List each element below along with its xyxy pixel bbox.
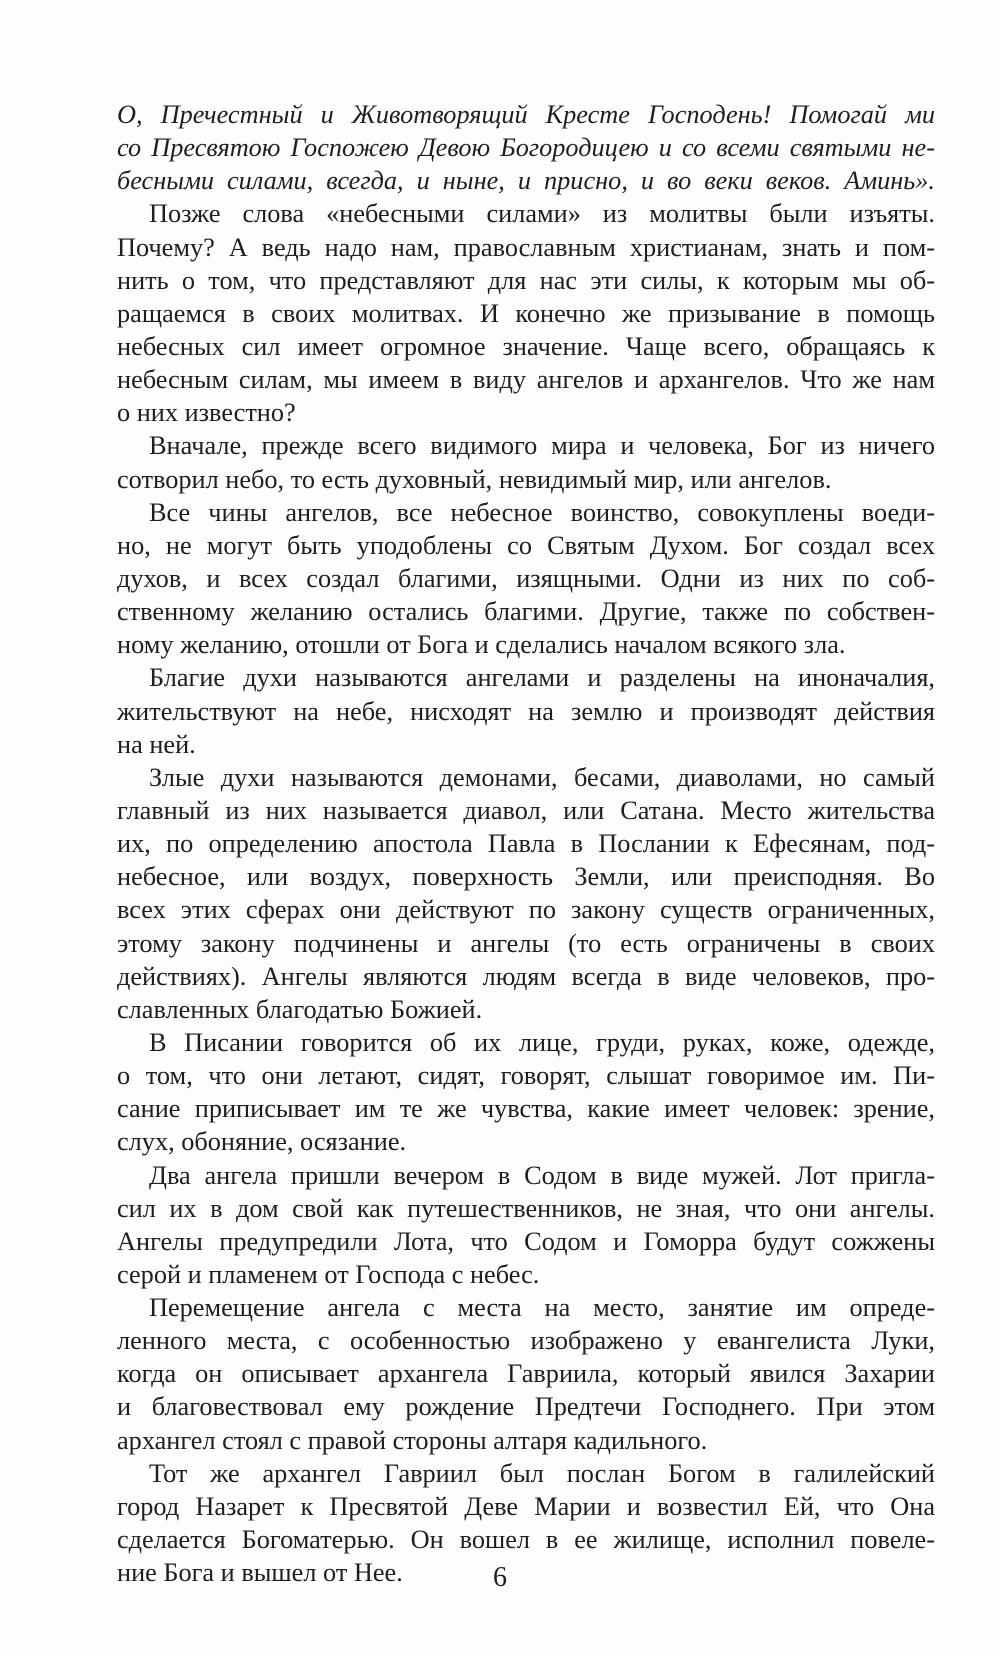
text-line: архангел стоял с правой стороны алтаря кадильного. — [117, 1425, 708, 1455]
text-line: ному желанию, отошли от Бога и сделались началом всякого зла. — [117, 630, 846, 660]
text-line: всех этих сферах они действуют по закону существ ограниченных, — [117, 895, 935, 925]
text-line: сание приписывает им те же чувства, какие имеет человек: зрение, — [117, 1094, 935, 1124]
text-line: их, по определению апостола Павла в Послании к Ефесянам, под- — [117, 829, 935, 859]
text-line: ращаемся в своих молитвах. И конечно же призывание в помощь — [117, 298, 935, 328]
text-line: серой и пламенем от Господа с небес. — [117, 1259, 540, 1289]
text-line: на ней. — [117, 729, 196, 759]
text-line: этому закону подчинены и ангелы (то есть ограничены в своих — [117, 928, 935, 958]
text-line: о них известно? — [117, 398, 296, 428]
text-line: Тот же архангел Гавриил был послан Богом в галилейский — [149, 1458, 935, 1488]
text-line: Вначале, прежде всего видимого мира и человека, Бог из ничего — [149, 431, 935, 461]
text-line: город Назарет к Пресвятой Деве Марии и возвестил Ей, что Она — [117, 1491, 935, 1521]
prayer-text-line: О, Пречестный и Животворящий Кресте Господень! Помогай ми — [117, 100, 935, 129]
text-line: нить о том, что представляют для нас эти силы, к которым мы об- — [117, 265, 935, 295]
text-line: и благовествовал ему рождение Предтечи Господнего. При этом — [117, 1392, 935, 1422]
text-line: действиях). Ангелы являются людям всегда в виде человеков, про- — [117, 961, 935, 991]
text-line: жительствуют на небе, нисходят на землю и производят действия — [117, 696, 935, 726]
text-line: сделается Богоматерью. Он вошел в ее жилище, исполнил повеле- — [117, 1525, 935, 1555]
text-line: духов, и всех создал благими, изящными. Одни из них по соб- — [117, 563, 935, 593]
text-line: В Писании говорится об их лице, груди, руках, коже, одежде, — [149, 1027, 935, 1057]
text-line: ленного места, с особенностью изображено у евангелиста Луки, — [117, 1326, 935, 1356]
text-line: сил их в дом свой как путешественников, не зная, что они ангелы. — [117, 1193, 935, 1223]
text-line: сотворил небо, то есть духовный, невидимый мир, или ангелов. — [117, 464, 832, 494]
text-line: небесным силам, мы имеем в виду ангелов и архангелов. Что же нам — [117, 365, 935, 395]
text-line: ние Бога и вышел от Нее. — [117, 1558, 403, 1588]
text-line: слух, обоняние, осязание. — [117, 1127, 407, 1157]
text-line: главный из них называется диавол, или Сатана. Место жительства — [117, 795, 935, 825]
text-line: ственному желанию остались благими. Другие, также по собствен- — [117, 597, 935, 627]
text-line: о том, что они летают, сидят, говорят, слышат говоримое им. Пи- — [117, 1061, 935, 1091]
text-line: небесное, или воздух, поверхность Земли, или преисподняя. Во — [117, 862, 935, 892]
text-line: Все чины ангелов, все небесное воинство, совокуплены воеди- — [149, 497, 935, 527]
text-line: Два ангела пришли вечером в Содом в виде мужей. Лот пригла- — [149, 1160, 935, 1190]
text-line: Благие духи называются ангелами и разделены на иноначалия, — [149, 663, 935, 693]
text-line: небесных сил имеет огромное значение. Чаще всего, обращаясь к — [117, 331, 935, 361]
text-line: Перемещение ангела с места на место, занятие им опреде- — [149, 1293, 935, 1323]
page-body-text — [117, 98, 935, 1589]
page-number: 6 — [493, 1562, 507, 1593]
text-line: славленных благодатью Божией. — [117, 994, 483, 1024]
text-line: но, не могут быть уподоблены со Святым Духом. Бог создал всех — [117, 530, 935, 560]
text-line: Ангелы предупредили Лота, что Содом и Гоморра будут сожжены — [117, 1226, 935, 1256]
text-line: Позже слова «небесными силами» из молитвы были изъяты. — [149, 199, 935, 229]
prayer-text-line: бесными силами, всегда, и ныне, и присно, и во веки веков. Аминь». — [117, 166, 935, 196]
prayer-text-line: со Пресвятою Госпожею Девою Богородицею и со всеми святыми не- — [117, 133, 935, 163]
text-line: Почему? А ведь надо нам, православным христианам, знать и пом- — [117, 232, 935, 262]
text-line: Злые духи называются демонами, бесами, диаволами, но самый — [149, 762, 935, 792]
text-line: когда он описывает архангела Гавриила, который явился Захарии — [117, 1359, 935, 1389]
